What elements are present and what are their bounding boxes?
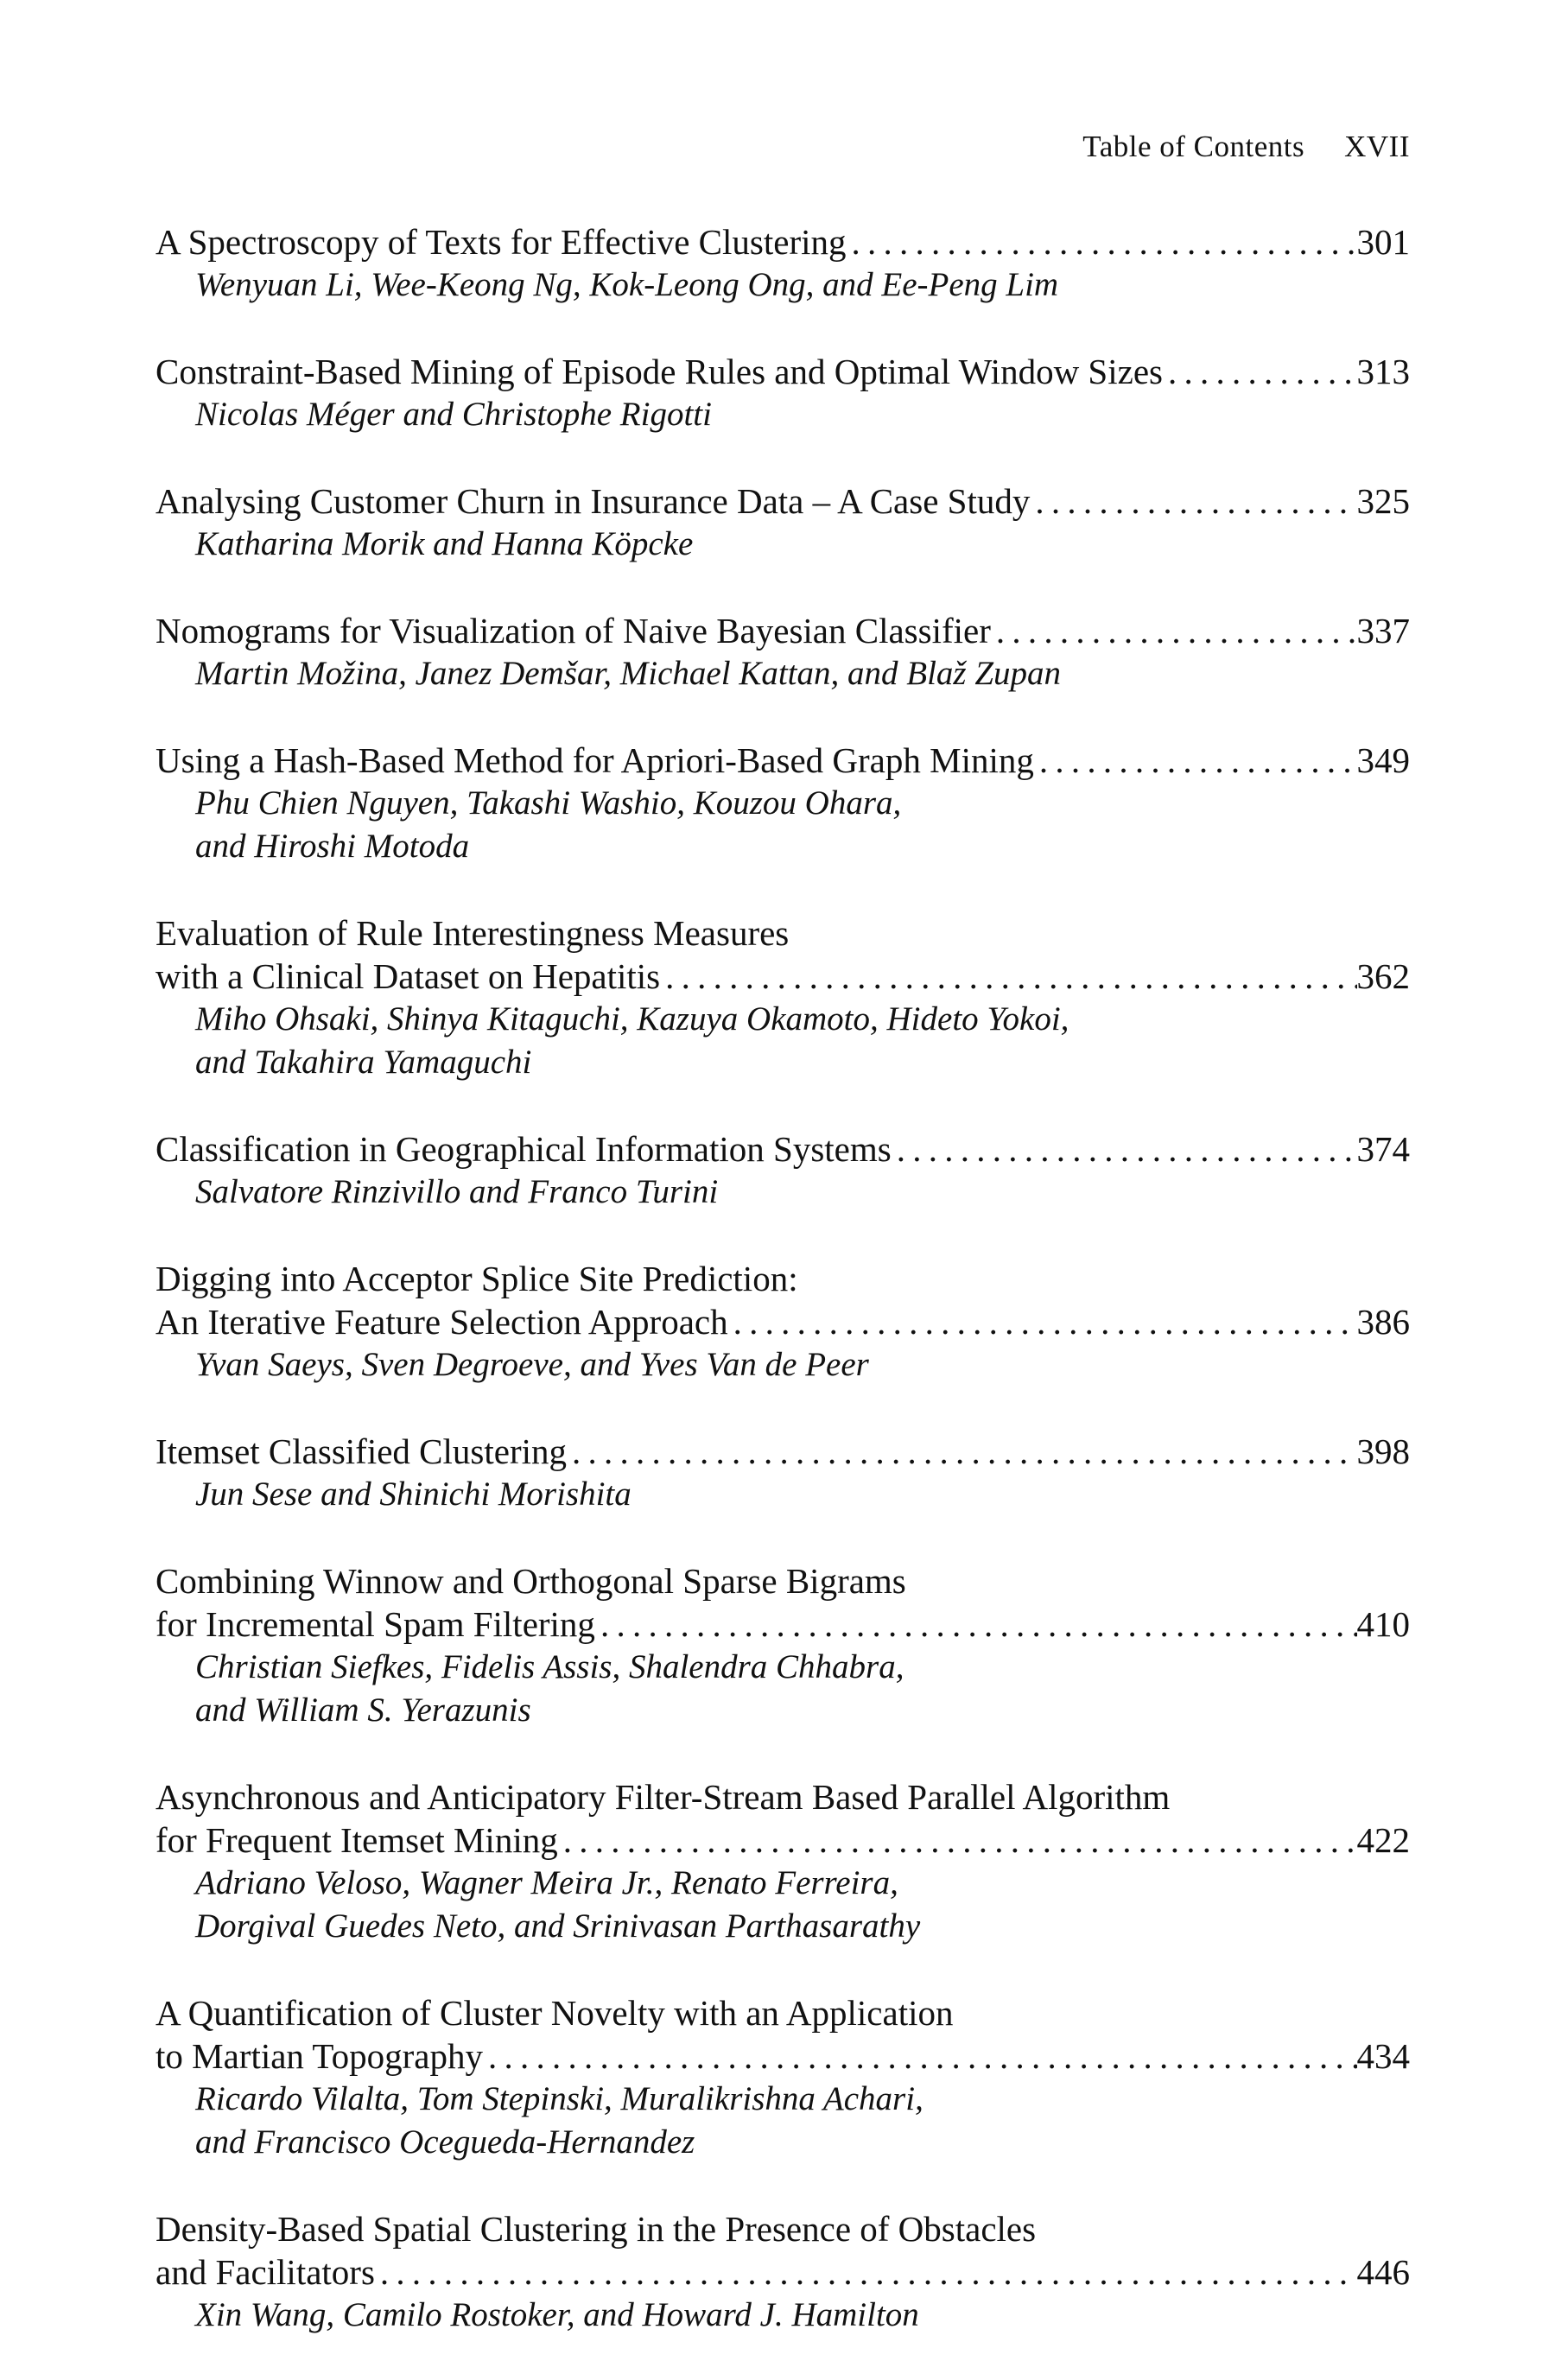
entry-page-number: 313 bbox=[1356, 352, 1410, 391]
entry-title-line: Density-Based Spatial Clustering in the Presence of Obstacles bbox=[156, 2209, 1037, 2249]
toc-entry[interactable] bbox=[156, 1430, 1410, 1516]
toc-entry[interactable] bbox=[156, 1559, 1410, 1732]
toc-entry[interactable] bbox=[156, 1775, 1410, 1948]
entry-authors: Yvan Saeys, Sven Degroeve, and Yves Van de Peer bbox=[195, 1346, 869, 1383]
entry-page-number: 398 bbox=[1356, 1431, 1410, 1471]
running-head-page-number: XVII bbox=[1344, 130, 1410, 163]
entry-title-text: Constraint-Based Mining of Episode Rules and Optimal Window Sizes bbox=[156, 352, 1163, 391]
entry-page-number: 349 bbox=[1356, 740, 1410, 780]
running-head bbox=[1082, 130, 1410, 164]
entry-title-line bbox=[156, 1127, 1410, 1171]
toc-entry[interactable] bbox=[156, 220, 1410, 307]
entry-authors: Jun Sese and Shinichi Morishita bbox=[195, 1476, 632, 1513]
dot-leader bbox=[1034, 739, 1357, 782]
entry-title-line bbox=[156, 220, 1410, 263]
entry-authors: and Francisco Ocegueda-Hernandez bbox=[195, 2123, 695, 2161]
entry-title-line: Digging into Acceptor Splice Site Prediction: bbox=[156, 1259, 798, 1298]
entry-authors: Phu Chien Nguyen, Takashi Washio, Kouzou Ohara, bbox=[195, 784, 902, 822]
entry-title-line bbox=[156, 1300, 1410, 1343]
entry-page-number: 337 bbox=[1356, 611, 1410, 651]
toc-entry[interactable] bbox=[156, 609, 1410, 695]
toc-entry[interactable] bbox=[156, 911, 1410, 1084]
entry-page-number: 410 bbox=[1356, 1604, 1410, 1644]
entry-page-number: 301 bbox=[1356, 222, 1410, 262]
toc-entry[interactable] bbox=[156, 1127, 1410, 1214]
entry-title-text: Analysing Customer Churn in Insurance Data – A Case Study bbox=[156, 481, 1031, 521]
toc-entry[interactable] bbox=[156, 739, 1410, 868]
entry-authors: Adriano Veloso, Wagner Meira Jr., Renato Ferreira, bbox=[195, 1864, 898, 1901]
entry-title-line: Asynchronous and Anticipatory Filter-Stream Based Parallel Algorithm bbox=[156, 1777, 1171, 1817]
entry-title-text: A Spectroscopy of Texts for Effective Clustering bbox=[156, 222, 847, 262]
entry-page-number: 325 bbox=[1356, 481, 1410, 521]
entry-title-line bbox=[156, 609, 1410, 652]
entry-title-text: for Incremental Spam Filtering bbox=[156, 1604, 595, 1644]
entry-title-line: A Quantification of Cluster Novelty with an Application bbox=[156, 1993, 954, 2033]
toc-entry[interactable] bbox=[156, 479, 1410, 566]
entry-title-text: Using a Hash-Based Method for Apriori-Based Graph Mining bbox=[156, 740, 1034, 780]
entry-authors: Dorgival Guedes Neto, and Srinivasan Parthasarathy bbox=[195, 1907, 921, 1945]
dot-leader bbox=[892, 1127, 1357, 1171]
dot-leader bbox=[567, 1430, 1357, 1473]
entry-title-line: Evaluation of Rule Interestingness Measures bbox=[156, 913, 790, 953]
entry-authors: Katharina Morik and Hanna Köpcke bbox=[195, 525, 694, 562]
dot-leader bbox=[728, 1300, 1357, 1343]
entry-title-line bbox=[156, 1818, 1410, 1862]
entry-authors: Martin Možina, Janez Demšar, Michael Kattan, and Blaž Zupan bbox=[195, 655, 1062, 692]
dot-leader bbox=[558, 1818, 1357, 1862]
entry-title-text: for Frequent Itemset Mining bbox=[156, 1820, 558, 1860]
entry-title-line bbox=[156, 350, 1410, 393]
entry-authors: Nicolas Méger and Christophe Rigotti bbox=[195, 396, 712, 433]
table-of-contents bbox=[156, 220, 1410, 2380]
entry-page-number: 434 bbox=[1356, 2036, 1410, 2076]
entry-authors: Christian Siefkes, Fidelis Assis, Shalendra Chhabra, bbox=[195, 1648, 904, 1685]
entry-page-number: 446 bbox=[1356, 2252, 1410, 2292]
toc-entry[interactable] bbox=[156, 1991, 1410, 2164]
dot-leader bbox=[847, 220, 1357, 263]
entry-title-text: Itemset Classified Clustering bbox=[156, 1431, 567, 1471]
entry-title-line bbox=[156, 1603, 1410, 1646]
entry-authors: Miho Ohsaki, Shinya Kitaguchi, Kazuya Okamoto, Hideto Yokoi, bbox=[195, 1000, 1069, 1038]
entry-authors: and William S. Yerazunis bbox=[195, 1691, 531, 1729]
entry-page-number: 422 bbox=[1356, 1820, 1410, 1860]
entry-authors: Ricardo Vilalta, Tom Stepinski, Muralikrishna Achari, bbox=[195, 2080, 923, 2117]
toc-entry[interactable] bbox=[156, 2207, 1410, 2337]
entry-title-line: Combining Winnow and Orthogonal Sparse Bigrams bbox=[156, 1561, 906, 1601]
entry-page-number: 386 bbox=[1356, 1302, 1410, 1342]
entry-title-line bbox=[156, 955, 1410, 998]
entry-page-number: 362 bbox=[1356, 956, 1410, 996]
entry-title-text: to Martian Topography bbox=[156, 2036, 483, 2076]
toc-entry[interactable] bbox=[156, 350, 1410, 436]
dot-leader bbox=[660, 955, 1356, 998]
dot-leader bbox=[1030, 479, 1356, 523]
entry-authors: and Takahira Yamaguchi bbox=[195, 1044, 532, 1081]
dot-leader bbox=[991, 609, 1357, 652]
toc-entry[interactable] bbox=[156, 1257, 1410, 1387]
entry-title-line bbox=[156, 2250, 1410, 2294]
entry-title-text: Nomograms for Visualization of Naive Bayesian Classifier bbox=[156, 611, 991, 651]
entry-page-number: 374 bbox=[1356, 1129, 1410, 1169]
dot-leader bbox=[483, 2034, 1357, 2078]
entry-title-line bbox=[156, 479, 1410, 523]
entry-title-line bbox=[156, 1430, 1410, 1473]
dot-leader bbox=[595, 1603, 1357, 1646]
entry-authors: Wenyuan Li, Wee-Keong Ng, Kok-Leong Ong, and Ee-Peng Lim bbox=[195, 266, 1059, 303]
entry-title-text: Classification in Geographical Information Systems bbox=[156, 1129, 892, 1169]
entry-authors: Salvatore Rinzivillo and Franco Turini bbox=[195, 1173, 719, 1210]
entry-authors: Xin Wang, Camilo Rostoker, and Howard J. Hamilton bbox=[195, 2296, 919, 2333]
running-head-title: Table of Contents bbox=[1082, 130, 1305, 163]
dot-leader bbox=[1163, 350, 1357, 393]
entry-title-line bbox=[156, 2034, 1410, 2078]
entry-title-line bbox=[156, 739, 1410, 782]
dot-leader bbox=[375, 2250, 1357, 2294]
entry-authors: and Hiroshi Motoda bbox=[195, 828, 470, 865]
entry-title-text: and Facilitators bbox=[156, 2252, 375, 2292]
entry-title-text: with a Clinical Dataset on Hepatitis bbox=[156, 956, 661, 996]
entry-title-text: An Iterative Feature Selection Approach bbox=[156, 1302, 728, 1342]
